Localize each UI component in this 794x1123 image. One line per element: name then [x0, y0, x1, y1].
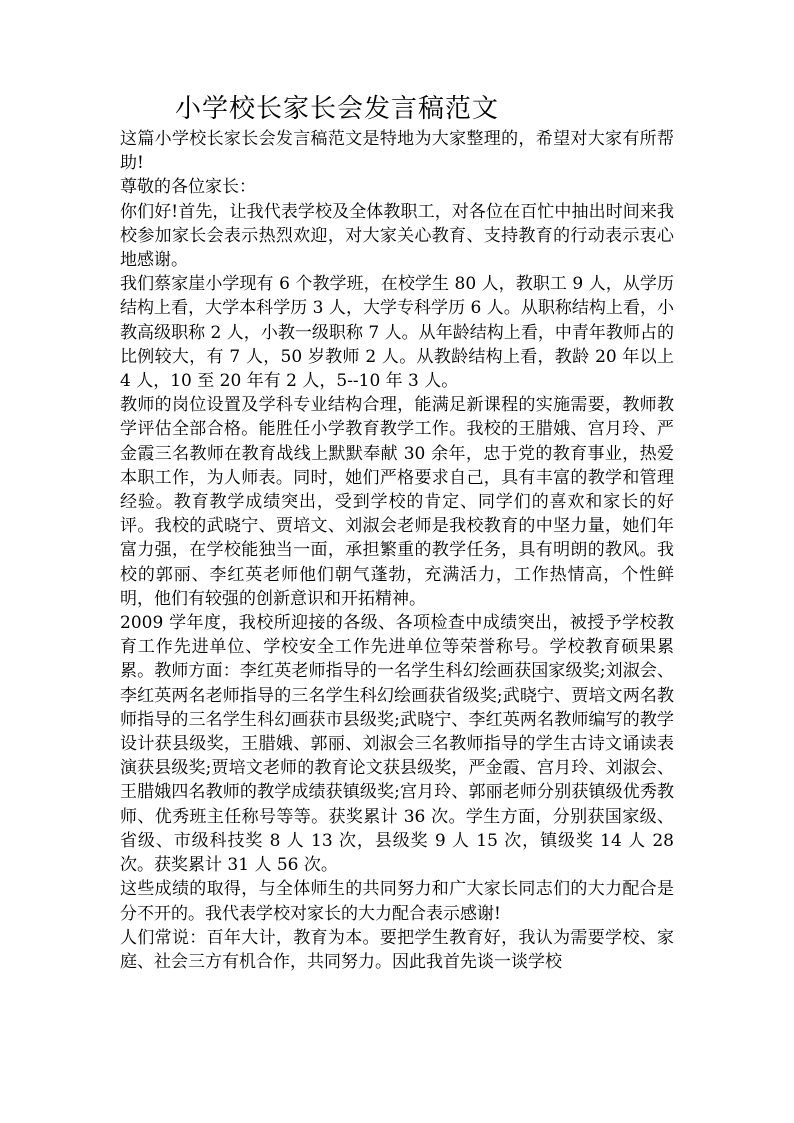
paragraph-thanks: 这些成绩的取得，与全体师生的共同努力和广大家长同志们的大力配合是分不开的。我代表学校对家长的大力配合表示感谢! — [120, 879, 674, 924]
paragraph-school-overview: 我们蔡家崖小学现有 6 个教学班，在校学生 80 人，教职工 9 人，从学历结构上看，大学本科学历 3 人，大学专科学历 6 人。从职称结构上看，小教高级职称 2 人，小教一级职称 7 人。从年龄结构上看，中青年教师占的比例较大，有 7 人，50 岁教师 2 人。从教龄结构上看，教龄 20 年以上 4 人，10 至 20 年有 2 人，5--10 年 3 人。 — [120, 274, 674, 392]
document-body — [120, 127, 674, 974]
paragraph-achievements: 2009 学年度，我校所迎接的各级、各项检查中成绩突出，被授予学校教育工作先进单位、学校安全工作先进单位等荣誉称号。学校教育硕果累累。教师方面：李红英老师指导的一名学生科幻绘画获国家级奖;刘淑会、李红英两名老师指导的三名学生科幻绘画获省级奖;武晓宁、贾培文两名教师指导的三名学生科幻画获市县级奖;武晓宁、李红英两名教师编写的教学设计获县级奖，王腊娥、郭丽、刘淑会三名教师指导的学生古诗文诵读表演获县级奖;贾培文老师的教育论文获县级奖，严金霞、宫月玲、刘淑会、王腊娥四名教师的教学成绩获镇级奖;宫月玲、郭丽老师分别获镇级优秀教师、优秀班主任称号等等。获奖累计 36 次。学生方面，分别获国家级、省级、市级科技奖 8 人 13 次，县级奖 9 人 15 次，镇级奖 14 人 28 次。获奖累计 31 人 56 次。 — [120, 613, 674, 876]
paragraph-welcome: 你们好!首先，让我代表学校及全体教职工，对各位在百忙中抽出时间来我校参加家长会表示热烈欢迎，对大家关心教育、支持教育的行动表示衷心地感谢。 — [120, 201, 674, 271]
paragraph-cooperation: 人们常说：百年大计，教育为本。要把学生教育好，我认为需要学校、家庭、社会三方有机合作，共同努力。因此我首先谈一谈学校 — [120, 927, 674, 972]
document-title: 小学校长家长会发言稿范文 — [175, 94, 500, 124]
paragraph-salutation: 尊敬的各位家长： — [120, 177, 256, 198]
paragraph-teachers: 教师的岗位设置及学科专业结构合理，能满足新课程的实施需要，教师教学评估全部合格。能胜任小学教育教学工作。我校的王腊娥、宫月玲、严金霞三名教师在教育战线上默默奉献 30 余年，忠于党的教育事业，热爱本职工作，为人师表。同时，她们严格要求自己，具有丰富的教学和管理经验。教育教学成绩突出，受到学校的肯定、同学们的喜欢和家长的好评。我校的武晓宁、贾培文、刘淑会老师是我校教育的中坚力量，她们年富力强，在学校能独当一面，承担繁重的教学任务，具有明朗的教风。我校的郭丽、李红英老师他们朝气蓬勃，充满活力，工作热情高，个性鲜明，他们有较强的创新意识和开拓精神。 — [120, 395, 674, 609]
paragraph-intro: 这篇小学校长家长会发言稿范文是特地为大家整理的，希望对大家有所帮助! — [120, 129, 674, 174]
